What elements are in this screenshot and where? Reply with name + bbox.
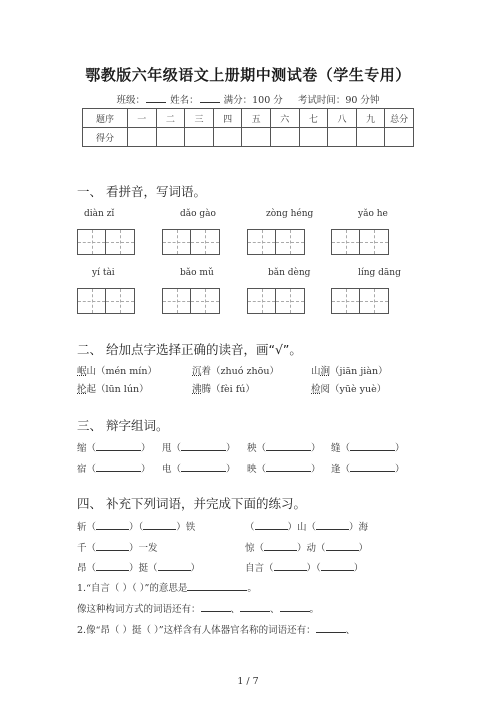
class-label: 班级： [116, 95, 146, 106]
pronunciation-item[interactable]: 山涧（jiān jiàn） [311, 366, 388, 377]
score-header-cell: 题序 [83, 109, 128, 128]
pronunciation-item[interactable]: 检阅（yūè yuè） [311, 384, 387, 395]
exam-time: 考试时间：90 分钟 [297, 95, 380, 106]
word-group-item[interactable]: 秧（ ） [247, 443, 321, 454]
writing-grid[interactable] [331, 288, 389, 314]
score-header-cell: 总分 [385, 109, 414, 128]
score-row-label: 得分 [83, 128, 128, 147]
question-1a[interactable]: 1.“自言（ ）（ ）”的意思是 。 [77, 583, 257, 594]
pinyin-label: bǎn dèng [268, 268, 311, 278]
pronunciation-item[interactable]: 岷山（mén mín） [77, 366, 157, 377]
score-input-cell[interactable] [156, 128, 185, 147]
writing-grid[interactable] [331, 229, 389, 255]
score-input-cell[interactable] [356, 128, 385, 147]
writing-grid[interactable] [162, 229, 220, 255]
score-input-cell[interactable] [242, 128, 271, 147]
question-2[interactable]: 2.像“昂（ ）挺（ ）”这样含有人体器官名称的词语还有： 、 [77, 625, 356, 636]
section-1-title: 一、 看拼音，写词语。 [77, 184, 206, 199]
idiom-item[interactable]: 昂（ ）挺（ ） [77, 563, 201, 574]
score-table [82, 108, 414, 147]
writing-grid[interactable] [77, 229, 135, 255]
score-header-cell: 六 [270, 109, 299, 128]
word-group-item[interactable]: 映（ ） [247, 464, 321, 475]
pronunciation-item[interactable]: 沸腾（fèi fú） [192, 384, 255, 395]
word-group-item[interactable]: 逢（ ） [331, 464, 405, 475]
full-score: 满分：100 分 [223, 95, 283, 106]
page-title: 鄂教版六年级语文上册期中测试卷（学生专用） [85, 66, 411, 84]
score-header-cell: 一 [128, 109, 157, 128]
word-group-item[interactable]: 电（ ） [162, 464, 236, 475]
question-1b[interactable]: 像这种构词方式的词语还有： 、 、 。 [77, 604, 320, 615]
pinyin-label: bǎo mǔ [180, 268, 214, 278]
pronunciation-item[interactable]: 抡起（lūn lún） [77, 384, 149, 395]
writing-grid[interactable] [77, 288, 135, 314]
idiom-item[interactable]: 惊（ ）动（ ） [245, 543, 369, 554]
score-input-cell[interactable] [328, 128, 357, 147]
name-blank [200, 94, 220, 103]
pronunciation-item[interactable]: 沉着（zhuó zhōu） [192, 366, 279, 377]
score-input-cell[interactable] [128, 128, 157, 147]
pinyin-label: zòng héng [266, 209, 314, 219]
pinyin-label: yǎo he [358, 209, 388, 219]
pinyin-label: diàn zǐ [84, 209, 115, 219]
score-header-cell: 三 [185, 109, 214, 128]
idiom-item[interactable]: 自言（ ）（ ） [245, 563, 364, 574]
class-blank [146, 94, 166, 103]
word-group-item[interactable]: 缩（ ） [77, 443, 151, 454]
score-header-cell: 五 [242, 109, 271, 128]
writing-grid[interactable] [247, 288, 305, 314]
pinyin-label: dǎo gào [180, 209, 216, 219]
score-header-cell: 九 [356, 109, 385, 128]
score-input-cell[interactable] [385, 128, 414, 147]
section-4-title: 四、 补充下列词语，并完成下面的练习。 [77, 496, 306, 511]
score-input-cell[interactable] [213, 128, 242, 147]
section-2-title: 二、 给加点字选择正确的读音，画“√”。 [77, 342, 302, 357]
word-group-item[interactable]: 宿（ ） [77, 464, 151, 475]
section-3-title: 三、 辩字组词。 [77, 418, 169, 433]
word-group-item[interactable]: 甩（ ） [162, 443, 236, 454]
pinyin-label: líng dāng [358, 268, 401, 278]
score-value-row [83, 128, 414, 147]
score-header-cell: 四 [213, 109, 242, 128]
score-header-cell: 八 [328, 109, 357, 128]
score-header-cell: 七 [299, 109, 328, 128]
idiom-item[interactable]: 斩（ ）（ ）铁 [77, 522, 196, 533]
score-input-cell[interactable] [270, 128, 299, 147]
page-number: 1 / 7 [237, 676, 259, 687]
idiom-item[interactable]: （ ）山（ ）海 [245, 522, 369, 533]
pinyin-label: yí tài [92, 268, 115, 278]
score-input-cell[interactable] [299, 128, 328, 147]
word-group-item[interactable]: 缝（ ） [331, 443, 405, 454]
score-header-cell: 二 [156, 109, 185, 128]
writing-grid[interactable] [247, 229, 305, 255]
name-label: 姓名： [170, 95, 199, 106]
score-input-cell[interactable] [185, 128, 214, 147]
writing-grid[interactable] [162, 288, 220, 314]
score-header-row [83, 109, 414, 128]
idiom-item[interactable]: 千（ ）一发 [77, 543, 158, 554]
exam-info [0, 92, 496, 106]
